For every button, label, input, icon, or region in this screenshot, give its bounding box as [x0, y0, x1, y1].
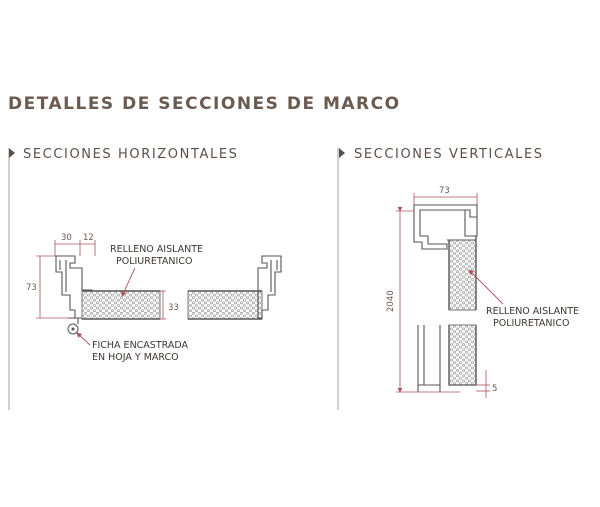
page-title: DETALLES DE SECCIONES DE MARCO — [8, 94, 401, 114]
vertical-fill-label-line1: RELLENO AISLANTE — [486, 306, 580, 317]
hinge-label-line1: FICHA ENCASTRADA — [92, 340, 188, 351]
vertical-heading: SECCIONES VERTICALES — [354, 147, 544, 162]
vertical-fill-label-line2: POLIURETANICO — [493, 318, 570, 329]
hinge-leader — [77, 333, 90, 345]
dim-30: 30 — [61, 233, 72, 243]
hinge-label-line2: EN HOJA Y MARCO — [92, 352, 179, 363]
dim-5-gap: 5 — [492, 384, 498, 394]
fill-label-line2: POLIURETANICO — [116, 256, 193, 267]
vertical-leaf-foam-bottom — [449, 325, 476, 385]
horizontal-heading: SECCIONES HORIZONTALES — [23, 147, 239, 162]
triangle-bullet-icon — [9, 148, 15, 158]
leaf-foam-right — [188, 291, 262, 319]
bottom-frame-profile — [418, 325, 440, 392]
horizontal-section-drawing — [26, 233, 281, 363]
vertical-section-drawing — [386, 186, 579, 398]
leaf-foam-left — [82, 291, 160, 319]
triangle-bullet-icon — [339, 148, 345, 158]
dim-73-frame: 73 — [26, 283, 37, 293]
vertical-leaf-foam-top — [449, 240, 476, 310]
dim-33-leaf: 33 — [168, 303, 179, 313]
dim-2040: 2040 — [386, 290, 396, 312]
dim-73-vertical: 73 — [439, 186, 450, 196]
fill-label-line1: RELLENO AISLANTE — [110, 244, 204, 255]
dim-12: 12 — [83, 233, 94, 243]
